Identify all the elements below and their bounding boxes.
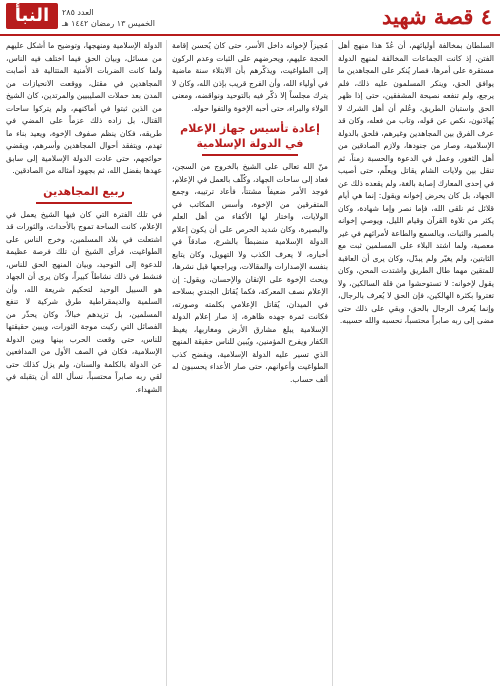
issue-date: الخميس ١٣ رمضان ١٤٤٢ هـ [62,19,155,28]
column-text: الدولة الإسلامية ومنهجها، وتوضيح ما أشكل عليهم من مسائل، وبيان الحق فيما اختلف فيه الناس، ولما كانت الضربات الأمنية المتتالية قد أصابت المجاهدين في مقتل، ووقعت الانحيازات من المدن بعد حملات الصليبيين والمرتدين، كان الشيخ من الذين ثبتوا في أماكنهم، ولم يتركوا ساحات القتال، بل زاده ذلك عزماً على المضي في طريقه، فكان ينظم صفوف الإخوة، ويعيد بناء ما تهدم، ويتفقد أحوال المجاهدين وأسرهم، ويقضي حوائجهم، حتى عادت الدولة الإسلامية إلى سابق عهدها بفضل الله، ثم بجهود أمثاله من الصادقين. [6,41,162,175]
section-heading-text: إعادة تأسيس جهاز الإعلام في الدولة الإسلامية [180,122,320,150]
section-heading-text: ربيع المجاهدين [43,184,125,198]
issue-number: العدد ٢٨٥ [62,8,94,17]
column-divider [166,40,167,686]
logo-text: النبأ [14,5,50,26]
section-heading [172,121,328,156]
issue-info [62,7,232,29]
column-text: منّ الله تعالى على الشيخ بالخروج من السجن، فعاد إلى ساحات الجهاد، وكُلّف بالعمل في الإعلام، فوجد الأمر ضعيفاً مشتتاً، فأعاد ترتيبه، وجمع المتفرقين من الإخوة، وأسس المكاتب في الولايات، واختار لها الأكفاء من أهل العلم والبصيرة، وكان شديد الحرص على أن يكون إعلام الدولة الإسلامية منضبطاً بالشرع، صادقاً في أخباره، لا يعرف الكذب ولا التهويل، وكان يتابع بنفسه الإصدارات والمقالات، ويراجعها قبل نشرها، ويحث الإخوة على الإتقان والإحسان، ويقول: إن الإعلام نصف المعركة، فكما يُقاتل الجندي بسلاحه في الميدان، يُقاتل الإعلامي بكلمته وصورته، فكانت ثمرة جهده ظاهرة، إذ صار إعلام الدولة الإسلامية يبلغ مشارق الأرض ومغاربها، يغيظ الكفار ويفرح المؤمنين، ويُبين للناس حقيقة المنهج الذي تسير عليه الدولة الإسلامية، ويفضح كذب الطواغيت وأعوانهم، حتى صار الأعداء يحسبون له ألف حساب. [172,162,328,384]
article-columns [6,40,494,686]
page-header [0,0,500,36]
heading-underline [202,154,298,156]
column-left [6,40,162,686]
section-heading [6,184,162,204]
series-title: ٤ قصة شهيد [381,4,492,29]
column-right [338,40,494,686]
column-text: مُجيزاً لإخوانه داخل الأسر، حتى كان يُحسن إقامة الحجة عليهم، ويحرضهم على الثبات وعدم الركون إلى الطواغيت، ويذكّرهم بأن الابتلاء سنة ماضية في أولياء الله، وأن الفرج قريب بإذن الله، وكان لا يترك مجلساً إلا ذكّر فيه بالتوحيد ونواقضه، ومعنى الولاء والبراء، حتى أحبه الإخوة والتفوا حوله. [172,41,328,113]
column-text: في تلك الفترة التي كان فيها الشيخ يعمل في الإعلام، كانت الساحة تموج بالأحداث، والثورات قد اشتعلت في بلاد المسلمين، وخرج الناس على الطواغيت، فرأى الشيخ أن تلك فرصة عظيمة للدعوة إلى التوحيد، وبيان المنهج الحق للناس، فنشط في ذلك نشاطاً كبيراً، وكان يرى أن الجهاد هو السبيل الوحيد لتحكيم شريعة الله، وأن السلمية والديمقراطية طرق شركية لا تنفع المسلمين، بل تزيدهم خبالاً، وكان يحذّر من الفصائل التي ركبت موجة الثورات، ويبين حقيقتها للناس، حتى وقعت الحرب بينها وبين الدولة الإسلامية، فكان في الصف الأول من المدافعين عن الدولة بالكلمة والسنان، ولم يزل كذلك حتى لقي ربه صابراً محتسباً، نسأل الله أن يتقبله في الشهداء. [6,209,162,394]
column-middle [172,40,328,686]
newspaper-logo [6,3,58,29]
heading-underline [36,202,132,204]
column-text: السلطان بمخالفة أوليائهم، أن عُدّ هذا منهج أهل الفتن، إذ كانت الجماعات المخالفة لمنهج الدولة مستقرة على أمرها، فصار يُنكر على المجاهدين ما يوافق الحق، وينكر المسلمون عليه ذلك، فلم يرجع، ولم تنفعه نصيحة المشفقين، حتى إذا ظهر الحق واستبان الطريق، وعُلم أن أهل الشرك لا يُهادَنون، نكص عن قوله، وتاب من فعله، وكان قد عرف الفرق بين المجاهدين وغيرهم، فلحق بالدولة الإسلامية، وصار من جنودها، ولازم الصادقين من أهل الثغور، وعمل في الدعوة والحسبة زمناً، ثم تنقل بين ولايات الشام يقاتل ويعلّم، حتى أصيب في إحدى المعارك إصابة بالغة، ولم يقعده ذلك عن الجهاد، بل كان يحرض إخوانه ويقول: إنما هي أيام قلائل ثم نلقى الله، فإما نصر وإما شهادة، وكان يكثر من تلاوة القرآن وقيام الليل، ويوصي إخوانه بالصبر والثبات، وبالسمع والطاعة لأمرائهم في غير معصية، ولما اشتد البلاء على المسلمين ثبت مع الثابتين، ولم يغيّر ولم يبدّل، وكان يرى أن العاقبة للمتقين مهما طال الطريق واشتدت المحن، وكان يقول لإخوانه: لا تستوحشوا من قلة السالكين، ولا تغتروا بكثرة الهالكين، فإن الحق لا يُعرف بالرجال، وإنما يُعرف الرجال بالحق، وبقي على ذلك حتى مضى إلى ربه صابراً محتسباً، نحسبه والله حسيبه. [338,41,494,325]
column-divider [332,40,333,686]
